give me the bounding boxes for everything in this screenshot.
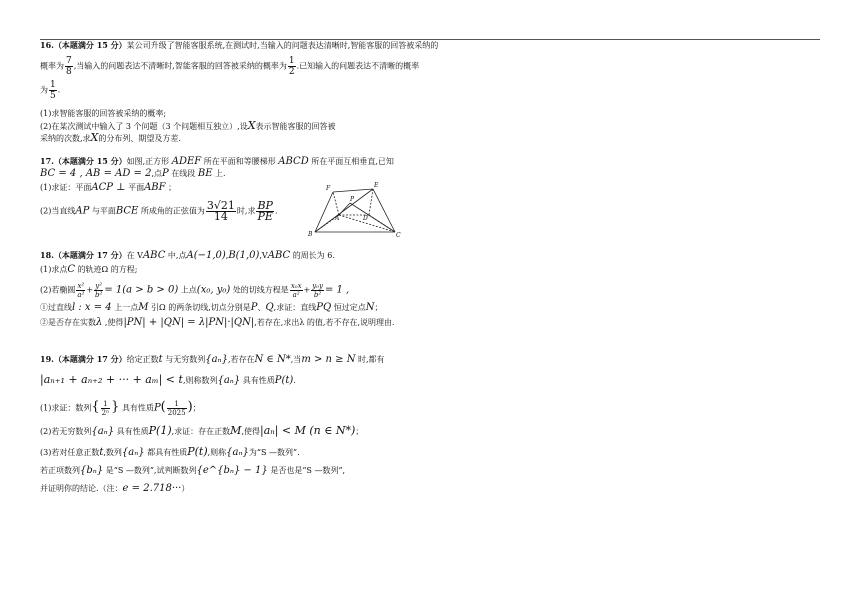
q19-p3b: ,数列 [103, 448, 122, 457]
q19-p1b: 具有性质 [121, 403, 154, 413]
frac-num: 1 [101, 400, 110, 409]
question-19-line-2 [40, 375, 296, 386]
q19-p2e: ； [355, 427, 364, 436]
label-p: P [350, 196, 355, 203]
q17-p2d: 时,求 [236, 206, 256, 216]
label-b: B [308, 231, 313, 238]
q17-text-1a: 如图,正方形 [126, 157, 170, 166]
fraction-y0y-b2 [311, 282, 324, 299]
sequence-an: {aₙ} [91, 426, 115, 437]
q18-sub-1 [40, 303, 382, 313]
q19-text-2b: ,则称数列 [182, 376, 218, 385]
property-p1: P(1) [148, 424, 172, 437]
lambda: λ [96, 317, 103, 328]
q18-s1b: 上一点 [114, 303, 139, 312]
q17-text-1c: 所在平面互相垂直,已知 [311, 157, 394, 166]
frac-num: 1 [167, 400, 187, 409]
q17-given: BC = 4 , AB = AD = 2 [40, 168, 152, 179]
point-c: C [67, 264, 75, 275]
q18-equation: |PN| + |QN| = λ|PN|·|QN| [123, 317, 255, 328]
q17-p2b: 与平面 [91, 206, 116, 216]
frac-den: 8 [66, 67, 72, 77]
q17-p1d: ； [168, 183, 177, 192]
property-pt: P(t) [274, 375, 294, 386]
q18-s2b: ,使得 [104, 318, 124, 327]
point-m: M [138, 302, 149, 313]
question-18-header: 18.（本题满分 17 分） [40, 250, 127, 260]
edge-de [369, 189, 373, 215]
var-t: t [158, 354, 163, 365]
point-b: B(1,0) [228, 250, 260, 261]
var-t: t [99, 447, 104, 458]
frac-num: 3√21 [206, 199, 235, 212]
edge-af [333, 192, 339, 215]
q17-p1-plane: ACP ⊥ [91, 182, 126, 193]
q18-s1f: 恒过定点 [333, 303, 366, 312]
label-f: F [326, 185, 331, 192]
n-in-nstar: N ∈ N* [254, 354, 291, 365]
geometry-figure [305, 180, 405, 240]
q18-s2a: ②是否存在实数 [40, 318, 96, 327]
plane-bce: BCE [115, 205, 139, 217]
q17-p1a: (1)求证：平面 [40, 183, 92, 192]
frac-den: PE [257, 210, 273, 223]
q19-p4c: 是否也是“S —数列”, [270, 466, 346, 475]
q19-p5a: 并证明你的结论.（注： [40, 484, 123, 493]
q16-p3b: 的分布列、期望及方差. [98, 134, 181, 143]
frac-den: a² [292, 291, 300, 299]
line-l: l : x = 4 [72, 302, 112, 313]
q17-part-1 [40, 183, 176, 193]
var-x: X [247, 119, 256, 132]
triangle-abc-2: ABC [267, 250, 291, 261]
q18-s1c: 引Ω 的两条切线,切点分别是 [151, 303, 251, 312]
property-pt: P(t) [187, 445, 208, 458]
question-19-header: 19.（本题满分 17 分） [40, 354, 127, 364]
question-17-header: 17.（本题满分 15 分） [40, 156, 127, 166]
q19-text-2c: 具有性质 [242, 376, 275, 385]
q17-p1b: 平面 [128, 183, 145, 192]
point-p: P [162, 168, 169, 179]
q16-text-2b: ,当输入的问题表达不清晰时,智能客服的回答被采纳的概率为 [73, 61, 287, 71]
fraction-x0x-a2 [290, 282, 303, 299]
const-m: M [230, 424, 242, 437]
q18-p2a: (2)若椭圆 [40, 285, 76, 295]
q17-text-2d: 上. [215, 169, 226, 178]
frac-num: x² [77, 282, 85, 290]
q16-text-1: 某公司升级了智能客服系统,在测试时,当输入的问题表达清晰时,智能客服的回答被采纳的 [126, 41, 439, 50]
fraction-1-2n [101, 400, 110, 417]
plus-sign: + [303, 285, 311, 295]
q19-part-1 [40, 400, 201, 417]
q19-text-1b: 与无穷数列 [165, 355, 206, 364]
q19-p5b: ） [181, 484, 190, 493]
frac-den: 2025 [167, 409, 186, 417]
q19-part-3-end [40, 484, 189, 494]
q16-text-2c: .已知输入的问题表达不清晰的概率 [296, 61, 420, 71]
q19-p2c: ,求证：存在正数 [171, 427, 231, 436]
q19-p2b: 具有性质 [116, 427, 149, 436]
q17-text-2b: ,点 [151, 169, 163, 178]
label-c: C [396, 232, 401, 239]
q18-s2c: ,若存在,求出λ 的值,若不存在,说明理由. [254, 318, 395, 327]
question-16-header: 16.（本题满分 15 分） [40, 40, 127, 50]
q19-text-2d: . [293, 376, 296, 385]
plus-sign: + [86, 285, 94, 295]
var-x: X [90, 131, 99, 144]
frac-num: BP [257, 199, 273, 212]
q18-p1b: 的轨迹Ω 的方程; [77, 265, 138, 274]
trapezoid-abcd: ABCD [278, 156, 309, 167]
sequence-ebn-1: {e^{bₙ} − 1} [196, 465, 268, 476]
q18-s1a: ①过直线 [40, 303, 72, 312]
frac-num: x₀x [290, 282, 302, 290]
q19-part-3-cont [40, 466, 345, 476]
sequence-bn: {bₙ} [80, 465, 104, 476]
fraction-bp-pe [256, 201, 274, 222]
point-p: P [250, 302, 258, 313]
ellipse-condition: = 1(a > b > 0) [104, 284, 179, 296]
q16-text-3a: 为 [40, 85, 48, 95]
fraction-3sqrt21-14 [206, 201, 236, 222]
edge-fe [333, 189, 373, 192]
segment-be: BE [197, 168, 213, 179]
e-value: e = 2.718··· [122, 483, 182, 494]
q18-s1g: ； [374, 303, 383, 312]
q17-part-2 [40, 201, 278, 222]
q16-part-2 [40, 121, 336, 132]
q19-part-3 [40, 447, 300, 458]
q18-s1d: 、 [257, 303, 266, 312]
q17-p2e: . [274, 206, 278, 216]
frac-num: 7 [66, 56, 72, 66]
sequence-an: {aₙ} [217, 375, 241, 386]
question-17-line-1 [40, 156, 394, 167]
fraction-1-2025 [167, 400, 187, 417]
question-18-line-1 [40, 250, 335, 261]
frac-den: 5 [50, 91, 56, 101]
frac-num: 1 [50, 80, 56, 90]
point-n: N [365, 302, 375, 313]
point-a: A(−1,0) [186, 250, 226, 261]
edge-ap [339, 203, 350, 215]
point-x0-y0: (x₀, y₀) [196, 284, 231, 296]
q19-p1c: ； [192, 403, 201, 413]
label-d: D [363, 215, 368, 222]
frac-den: 2 [288, 67, 295, 77]
q18-p2c: 上点 [180, 285, 197, 295]
line-ap: AP [75, 205, 90, 217]
fraction-1-2 [288, 56, 296, 77]
question-16-line-2 [40, 56, 419, 77]
label-e: E [374, 182, 379, 189]
frac-num: 1 [288, 56, 295, 66]
frac-den: b² [313, 291, 322, 299]
triangle-abc: ABC [142, 250, 166, 261]
q16-part-2-cont [40, 133, 181, 144]
question-19-line-1 [40, 354, 385, 365]
q16-part-1: (1)求智能客服的回答被采纳的概率; [40, 109, 167, 118]
plane-abf: ABF [144, 182, 166, 193]
q19-p4a: 若正项数列 [40, 466, 80, 475]
frac-den: b² [95, 291, 103, 299]
q18-sub-2 [40, 318, 395, 328]
q17-text-1b: 所在平面和等腰梯形 [203, 157, 276, 166]
edge-ec [373, 189, 395, 232]
paren-close: ) [187, 399, 193, 415]
q19-part-2 [40, 426, 363, 437]
q18-text-1a: 在 V [126, 251, 143, 260]
q19-p2d: ,使得 [241, 427, 260, 436]
m-gt-n: m > n ≥ N [301, 354, 356, 365]
fraction-7-8 [65, 56, 73, 77]
q19-sum-inequality: |aₙ₊₁ + aₙ₊₂ + ··· + aₘ| < t [40, 373, 183, 386]
point-q: Q [265, 302, 274, 313]
frac-den: 14 [213, 210, 228, 223]
q18-text-1e: , [225, 251, 229, 260]
frac-num: y² [95, 282, 103, 290]
q18-s1e: ,求证：直线 [273, 303, 317, 312]
q19-text-1a: 给定正数 [126, 355, 159, 364]
q19-p3d: ,则称 [207, 448, 227, 457]
question-16-line-3 [40, 80, 60, 101]
q18-p2d: 处的切线方程是 [232, 285, 289, 295]
fraction-1-5 [49, 80, 57, 101]
q19-p3a: (3)若对任意正数 [40, 448, 100, 457]
q18-p1a: (1)求点 [40, 265, 68, 274]
frac-den: 2ⁿ [101, 409, 110, 417]
q19-text-1c: ,若存在 [227, 355, 255, 364]
q16-p2b: 表示智能客服的回答被 [255, 122, 336, 131]
q16-text-2a: 概率为 [40, 61, 64, 71]
tangent-eq-end: = 1 , [324, 284, 350, 296]
q18-part-2 [40, 282, 349, 299]
question-17-line-2 [40, 169, 226, 179]
q16-p2a: (2)在某次测试中输入了 3 个问题（3 个问题相互独立）,设 [40, 122, 248, 131]
q19-p3c: 都具有性质 [147, 448, 188, 457]
line-pq: PQ [316, 302, 332, 313]
label-a: A [335, 215, 340, 222]
q18-text-1c: 中,点 [167, 251, 187, 260]
q18-part-1 [40, 265, 137, 275]
q19-bound: |aₙ| < M (n ∈ N*) [259, 424, 356, 437]
fraction-y2-b2 [94, 282, 103, 299]
sequence-an: {aₙ} [226, 447, 249, 458]
frac-num: y₀y [312, 282, 323, 290]
paren-open: ( [160, 399, 166, 415]
q18-text-1i: 的周长为 6. [292, 251, 335, 260]
q19-p3e: 为“S —数列”. [248, 448, 300, 457]
q19-p2a: (2)若无穷数列 [40, 427, 92, 436]
q19-text-1e: 时,都有 [358, 355, 385, 364]
q18-text-1g: ,V [259, 251, 268, 260]
sequence-an: {aₙ} [205, 354, 228, 365]
q17-text-2c: 在线段 [171, 169, 196, 178]
q17-p2a: (2)当直线 [40, 206, 76, 216]
q16-p3a: 采纳的次数,求 [40, 134, 91, 143]
edge-pc [350, 203, 395, 232]
q19-text-1d: ,当 [290, 355, 302, 364]
frac-den: a² [77, 291, 85, 299]
square-adef: ADEF [171, 156, 202, 167]
property-p: P [153, 402, 161, 414]
q19-p1a: (1)求证：数列 [40, 403, 92, 413]
sequence-an: {aₙ} [121, 447, 145, 458]
fraction-x2-a2 [76, 282, 85, 299]
q16-text-3b: . [57, 85, 61, 95]
brace-close: } [111, 399, 120, 415]
question-16-line-1 [40, 40, 438, 51]
q19-p4b: 是“S —数列”,试判断数列 [105, 466, 197, 475]
brace-open: { [91, 399, 100, 415]
q17-p2c: 所成角的正弦值为 [140, 206, 205, 216]
